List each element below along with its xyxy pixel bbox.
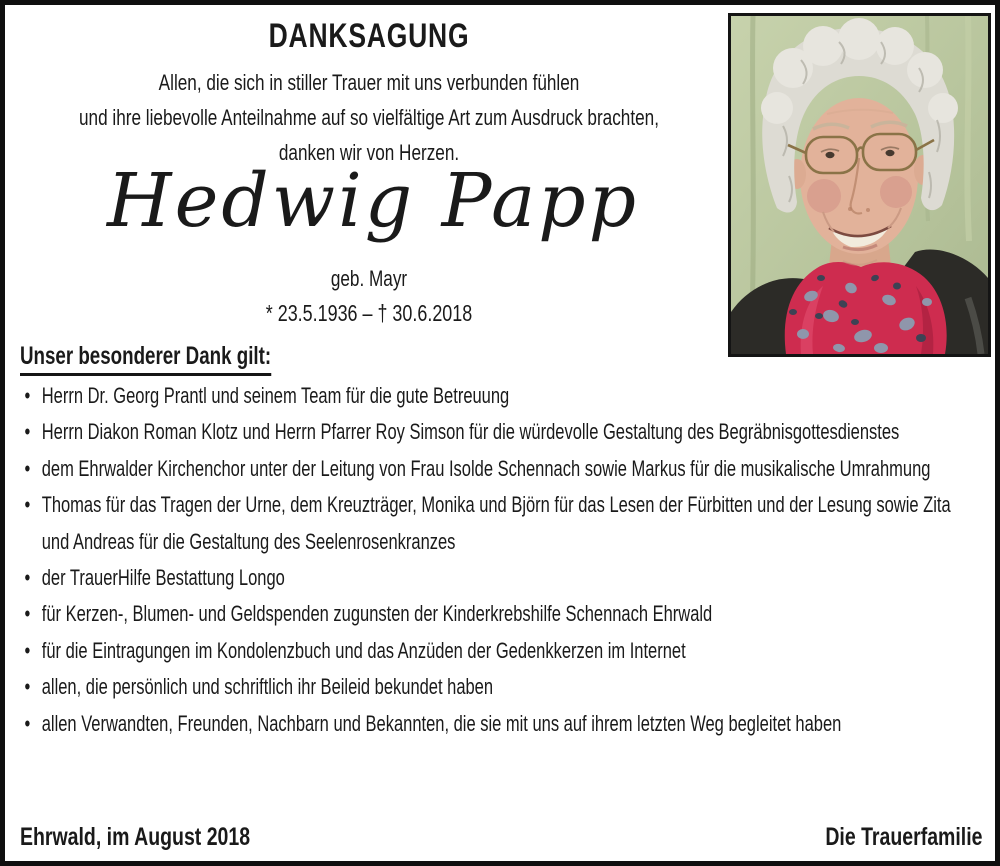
thanks-item-5: • der TrauerHilfe Bestattung Longo xyxy=(20,560,973,596)
thanks-item-2: • Herrn Diakon Roman Klotz und Herrn Pfarrer Roy Simson für die würdevolle Gestaltung des Begräbnisgottesdienstes xyxy=(20,414,973,450)
thanks-item-3: • dem Ehrwalder Kirchenchor unter der Leitung von Frau Isolde Schennach sowie Markus für die musikalische Umrahmung xyxy=(20,451,973,487)
maiden-name: geb. Mayr xyxy=(330,266,408,291)
name-details xyxy=(10,262,728,331)
notice-title: DANKSAGUNG xyxy=(268,17,470,55)
eye-right xyxy=(886,150,895,156)
intro-line-2: und ihre liebevolle Anteilnahme auf so vielfältige Art zum Ausdruck brachten, xyxy=(79,105,659,130)
place-and-date: Ehrwald, im August 2018 xyxy=(20,823,251,851)
life-dates: * 23.5.1936 – † 30.6.2018 xyxy=(265,300,473,326)
notice-footer xyxy=(20,823,982,852)
face xyxy=(800,98,918,254)
intro-line-1: Allen, die sich in stiller Trauer mit uns verbunden fühlen xyxy=(158,70,580,95)
thanks-item-8: • allen, die persönlich und schriftlich ihr Beileid bekundet haben xyxy=(20,669,973,705)
intro-line-3: danken wir von Herzen. xyxy=(278,140,460,165)
portrait-illustration xyxy=(731,16,988,354)
thanks-list xyxy=(20,378,973,742)
thanks-item-4: • Thomas für das Tragen der Urne, dem Kreuzträger, Monika und Björn für das Lesen der Fürbitten und der Lesung sowie Zita und Andreas für die Gestaltung des Seelenrosenkranzes xyxy=(20,487,973,560)
thanks-item-7: • für die Eintragungen im Kondolenzbuch und das Anzüden der Gedenkkerzen im Internet xyxy=(20,633,973,669)
deceased-name: Hedwig Papp xyxy=(107,158,639,244)
portrait-photo xyxy=(728,13,991,357)
thanks-item-6: • für Kerzen-, Blumen- und Geldspenden zugunsten der Kinderkrebshilfe Schennach Ehrwald xyxy=(20,596,973,632)
thanks-item-9: • allen Verwandten, Freunden, Nachbarn und Bekannten, die sie mit uns auf ihrem letzten Weg begleitet haben xyxy=(20,706,973,742)
family-signature: Die Trauerfamilie xyxy=(824,823,982,851)
thanks-heading: Unser besonderer Dank gilt: xyxy=(20,342,271,376)
eye-left xyxy=(826,152,835,158)
thanks-item-1: • Herrn Dr. Georg Prantl und seinem Team für die gute Betreuung xyxy=(20,378,973,414)
